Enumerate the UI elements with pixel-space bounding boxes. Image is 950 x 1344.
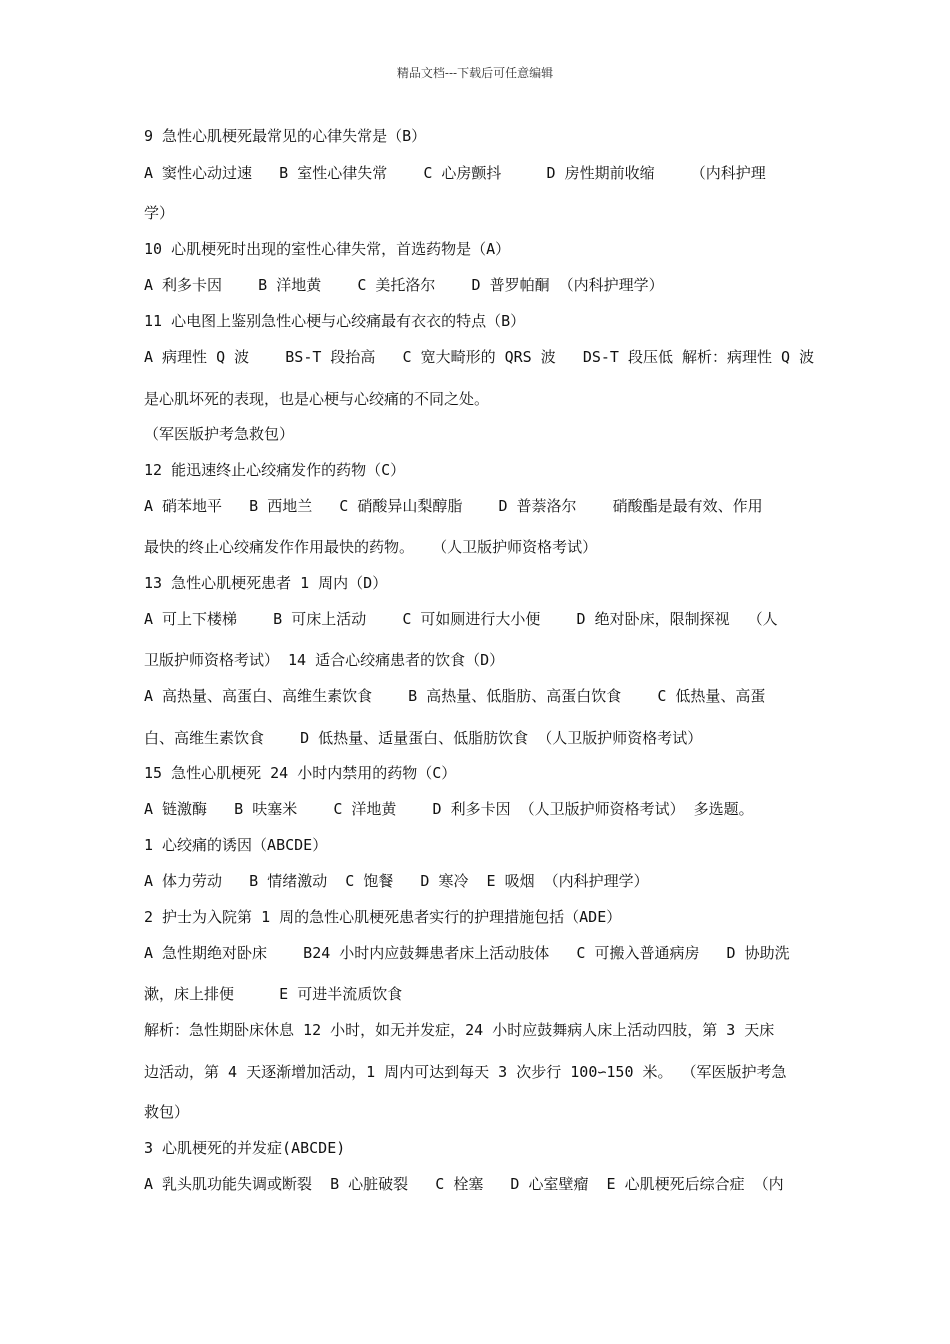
question-9: 9 急性心肌梗死最常见的心律失常是（B）	[144, 127, 427, 145]
multi-question-2: 2 护士为入院第 1 周的急性心肌梗死患者实行的护理措施包括（ADE）	[144, 908, 622, 926]
options-10: A 利多卡因 B 洋地黄 C 美托洛尔 D 普罗帕酮 （内科护理学）	[144, 276, 664, 294]
explanation-m2-cont: 边活动，第 4 天逐渐增加活动，1 周内可达到每天 3 次步行 100∽150 米。 （军医版护考急	[144, 1063, 787, 1081]
multi-options-2-cont: 漱，床上排便 E 可进半流质饮食	[144, 985, 403, 1003]
page-header: 精品文档---下载后可任意编辑	[396, 66, 554, 80]
explanation-12: 最快的终止心绞痛发作作用最快的药物。 （人卫版护师资格考试）	[144, 538, 598, 556]
question-14: 卫版护师资格考试） 14 适合心绞痛患者的饮食（D）	[144, 651, 505, 669]
multi-options-1: A 体力劳动 B 情绪激动 C 饱餐 D 寒冷 E 吸烟 （内科护理学）	[144, 872, 649, 890]
options-11: A 病理性 Q 波 BS-T 段抬高 C 宽大畸形的 QRS 波 DS-T 段压低 解析：病理性 Q 波	[144, 348, 815, 366]
options-9: A 窦性心动过速 B 室性心律失常 C 心房颤抖 D 房性期前收缩 （内科护理	[144, 164, 766, 182]
options-15: A 链激酶 B 呋塞米 C 洋地黄 D 利多卡因 （人卫版护师资格考试） 多选题。	[144, 800, 754, 818]
question-15: 15 急性心肌梗死 24 小时内禁用的药物（C）	[144, 764, 457, 782]
multi-question-3: 3 心肌梗死的并发症(ABCDE)	[144, 1139, 346, 1157]
question-13: 13 急性心肌梗死患者 1 周内（D）	[144, 574, 388, 592]
source-11: （军医版护考急救包）	[144, 425, 295, 443]
question-12: 12 能迅速终止心绞痛发作的药物（C）	[144, 461, 406, 479]
multi-options-3: A 乳头肌功能失调或断裂 B 心脏破裂 C 栓塞 D 心室壁瘤 E 心肌梗死后综合症 （内	[144, 1175, 784, 1193]
options-14-cont: 白、高维生素饮食 D 低热量、适量蛋白、低脂肪饮食 （人卫版护师资格考试）	[144, 729, 703, 747]
options-12: A 硝苯地平 B 西地兰 C 硝酸异山梨醇脂 D 普萘洛尔 硝酸酯是最有效、作用	[144, 497, 763, 515]
explanation-11: 是心肌坏死的表现，也是心梗与心绞痛的不同之处。	[144, 390, 490, 408]
question-11: 11 心电图上鉴别急性心梗与心绞痛最有衣衣的特点（B）	[144, 312, 526, 330]
explanation-m2-source: 救包）	[144, 1103, 190, 1121]
options-9-cont: 学）	[144, 204, 175, 222]
multi-question-1: 1 心绞痛的诱因（ABCDE）	[144, 836, 328, 854]
explanation-m2: 解析：急性期卧床休息 12 小时，如无并发症，24 小时应鼓舞病人床上活动四肢，第 3 天床	[144, 1021, 775, 1039]
question-10: 10 心肌梗死时出现的室性心律失常，首选药物是（A）	[144, 240, 511, 258]
multi-options-2: A 急性期绝对卧床 B24 小时内应鼓舞患者床上活动肢体 C 可搬入普通病房 D 协助洗	[144, 944, 790, 962]
options-13: A 可上下楼梯 B 可床上活动 C 可如厕进行大小便 D 绝对卧床，限制探视 （人	[144, 610, 778, 628]
options-14: A 高热量、高蛋白、高维生素饮食 B 高热量、低脂肪、高蛋白饮食 C 低热量、高蛋	[144, 687, 766, 705]
